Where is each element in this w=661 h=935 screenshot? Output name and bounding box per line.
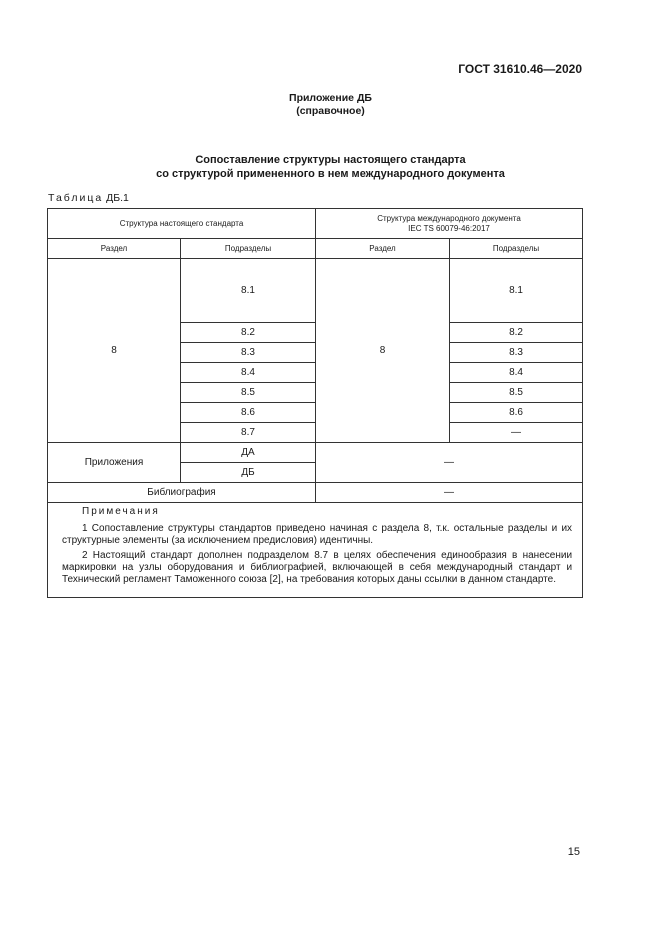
table-label: [48, 192, 129, 204]
intl-subsection-cell: 8.5: [450, 383, 583, 403]
notes-row: [48, 503, 583, 598]
own-subsection-cell: 8.5: [181, 383, 316, 403]
heading-line-1: Сопоставление структуры настоящего стандарта: [195, 154, 466, 166]
own-subsection-cell: 8.3: [181, 343, 316, 363]
header-intl-structure: [316, 209, 583, 239]
annex-subtitle: (справочное): [296, 105, 365, 117]
annex-item-cell: ДА: [181, 443, 316, 463]
header-intl-line-1: Структура международного документа: [377, 213, 521, 223]
annexes-intl-cell: —: [316, 443, 583, 483]
own-subsection-cell: 8.7: [181, 423, 316, 443]
note-2: 2 Настоящий стандарт дополнен подразделом 8.7 в целях обеспечения единообразия в нанесении маркировки на узлы оборудования и библиографией, включающей в себя международный стандарт и Технический регламент Таможенного союза [2], на требования которых даны ссылки в данном стандарте.: [62, 550, 573, 585]
intl-subsection-cell: 8.4: [450, 363, 583, 383]
notes-cell: [48, 503, 583, 598]
annex-row: [48, 443, 583, 463]
intl-subsection-cell: 8.1: [450, 259, 583, 323]
page-number: 15: [567, 846, 580, 858]
own-section-cell: 8: [48, 259, 181, 443]
intl-subsection-cell: —: [450, 423, 583, 443]
header-own-structure: Структура настоящего стандарта: [48, 209, 316, 239]
annexes-label-cell: Приложения: [48, 443, 181, 483]
table-row: [48, 259, 583, 323]
annex-title: Приложение ДБ: [289, 92, 372, 104]
own-subsection-cell: 8.2: [181, 323, 316, 343]
structure-comparison-table: [47, 208, 583, 598]
table-subheader-row: [48, 239, 583, 259]
table-label-number: ДБ.1: [106, 192, 129, 204]
table-label-prefix: Таблица: [48, 192, 104, 204]
heading-line-2: со структурой примененного в нем международного документа: [156, 168, 505, 180]
intl-subsection-cell: 8.6: [450, 403, 583, 423]
header-intl-line-2: IEC TS 60079-46:2017: [408, 223, 490, 233]
section-heading: [0, 153, 661, 181]
col-own-section: Раздел: [48, 239, 181, 259]
note-1: 1 Сопоставление структуры стандартов приведено начиная с раздела 8, т.к. остальные разделы и их структурные элементы (за исключением предисловия) идентичны.: [62, 523, 573, 546]
notes-title: Примечания: [82, 506, 160, 517]
table-header-row: [48, 209, 583, 239]
own-subsection-cell: 8.4: [181, 363, 316, 383]
bibliography-intl-cell: —: [316, 483, 583, 503]
intl-subsection-cell: 8.2: [450, 323, 583, 343]
col-intl-subsections: Подразделы: [450, 239, 583, 259]
annex-heading: [0, 92, 661, 118]
standard-code: ГОСТ 31610.46—2020: [458, 62, 582, 76]
bibliography-label-cell: Библиография: [48, 483, 316, 503]
intl-section-cell: 8: [316, 259, 450, 443]
col-own-subsections: Подразделы: [181, 239, 316, 259]
intl-subsection-cell: 8.3: [450, 343, 583, 363]
annex-item-cell: ДБ: [181, 463, 316, 483]
own-subsection-cell: 8.1: [181, 259, 316, 323]
col-intl-section: Раздел: [316, 239, 450, 259]
own-subsection-cell: 8.6: [181, 403, 316, 423]
bibliography-row: [48, 483, 583, 503]
